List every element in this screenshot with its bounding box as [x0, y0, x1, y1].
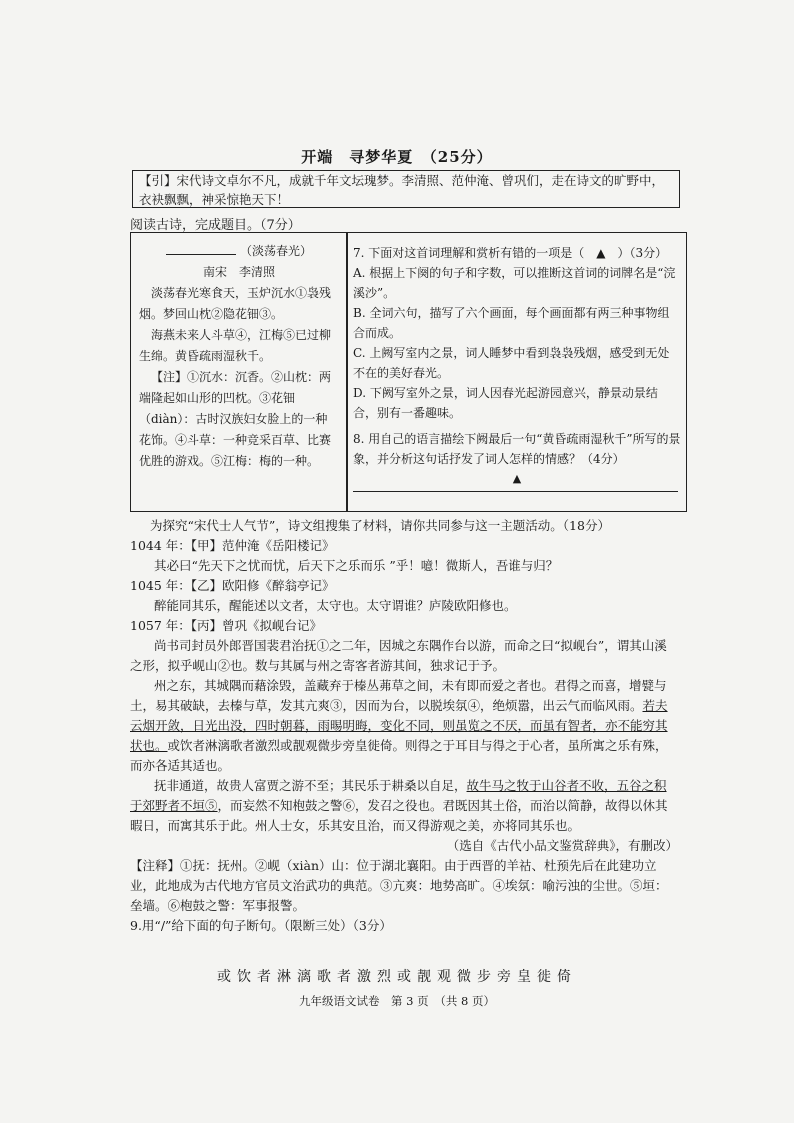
- q7-option: C. 上阙写室内之景，词人睡梦中看到袅袅残烟，感受到无处不在的美好春光。: [353, 346, 670, 380]
- material-a-text: 其必曰“先天下之忧而忧，后天下之乐而乐 ”乎！噫！微斯人，吾谁与归？: [154, 558, 559, 573]
- material-c-p3: 抚非通道，故贵人富贾之游不至；其民乐于耕桑以自足，故牛马之牧于山谷者不收，五谷之积于郊野者不垣⑤，而妄然不知枹鼓之警⑥，发召之役也。君既因其土俗，而治以简静，故得以休其暇日，而寓其乐于此。州人士女，乐其安且治，而又得游观之美，亦将同其乐也。: [130, 778, 668, 833]
- underlined-sentence: 故牛马之牧于山谷者不收，五谷之积于郊野者不垣⑤: [130, 778, 667, 813]
- q7-option: D. 下阙写室外之景，词人因春光起游园意兴，静景动景结合，别有一番趣味。: [353, 386, 658, 420]
- intro-box: 【引】宋代诗文卓尔不凡，成就千年文坛瑰梦。李清照、范仲淹、曾巩们，走在诗文的旷野中，衣袂飘飘，神采惊艳天下！: [132, 170, 680, 208]
- material-c-p1: 尚书司封员外郎晋国裴君治抚①之二年，因城之东隅作台以游，而命之曰“拟岘台”，谓其山溪之形，拟乎岘山②也。数与其属与州之寄客者游其间，独求记于予。: [130, 638, 667, 673]
- question-panel: [353, 243, 681, 492]
- material-a-head: 1044 年：【甲】范仲淹《岳阳楼记》: [130, 538, 335, 553]
- activity-intro: 为探究“宋代士人气节”，诗文组搜集了材料，请你共同参与这一主题活动。（18分）: [150, 518, 610, 533]
- section-title: 开端 寻梦华夏 （25分）: [301, 148, 493, 166]
- poem-question-box: [130, 232, 687, 512]
- poem-notes: 【注】①沉水：沉香。②山枕：两端隆起如山形的凹枕。③花钿（diàn）：古时汉族妇女脸上的一种花饰。④斗草：一种竞采百草、比赛优胜的游戏。⑤江梅：梅的一种。: [139, 370, 332, 468]
- material-b-text: 醉能同其乐，醒能述以文者，太守也。太守谓谁？庐陵欧阳修也。: [154, 598, 517, 613]
- answer-line[interactable]: [353, 491, 678, 492]
- source-citation: （选自《古代小品文鉴赏辞典》，有删改）: [446, 838, 678, 853]
- poem-line: 海燕未来人斗草④，江梅⑤已过柳生绵。黄昏疏雨湿秋千。: [139, 328, 332, 363]
- poem-panel: [139, 241, 339, 472]
- material-c-p2: 州之东，其城隅而藉涂毁，盖藏弃于榛丛茀草之间，未有即而爱之者也。君得之而喜，增甓与土，易其破缺，去榛与草，发其亢爽③，因而为台，以脱埃氛④，绝烦嚣，出云气而临风雨。若夫云烟开敛，日光出没，四时朝暮，雨晹明晦，变化不同，则虽览之不厌，而虽有智者，亦不能穷其状也。或饮者淋漓歌者激烈或靓观微步旁皇徙倚。则得之于耳目与得之于心者，虽所寓之乐有殊，而亦各适其适也。: [130, 678, 668, 773]
- q9-stem: 9.用“/”给下面的句子断句。（限断三处）（3分）: [130, 918, 392, 933]
- q9-sentence[interactable]: 或饮者淋漓歌者激烈或靓观微步旁皇徙倚: [217, 969, 577, 985]
- materials: [130, 516, 678, 936]
- q7-option: B. 全词六句，描写了六个画面，每个画面都有两三种事物组合而成。: [353, 306, 670, 340]
- poem-line: 淡荡春光寒食天，玉炉沉水①袅残烟。梦回山枕②隐花钿③。: [139, 286, 332, 321]
- material-b-head: 1045 年：【乙】欧阳修《醉翁亭记》: [130, 578, 335, 593]
- material-c-head: 1057 年：【丙】曾巩《拟岘台记》: [130, 618, 323, 633]
- box-divider: [346, 233, 348, 511]
- poem-author: 南宋 李清照: [202, 265, 275, 279]
- read-instruction: 阅读古诗，完成题目。（7分）: [130, 218, 301, 233]
- poem-title: （淡荡春光）: [139, 241, 339, 262]
- annotations: 【注释】①抚：抚州。②岘（xiàn）山：位于湖北襄阳。由于西晋的羊祜、杜预先后在此建功立业，此地成为古代地方官员文治武功的典范。③亢爽：地势高旷。④埃氛：喻污浊的尘世。⑤垣：垒墙。⑥枹鼓之警：军事报警。: [130, 858, 668, 913]
- underlined-sentence: 若夫云烟开敛，日光出没，四时朝暮，雨晹明晦，变化不同，则虽览之不厌，而虽有智者，亦不能穷其状也。: [130, 698, 668, 753]
- title-blank: [166, 254, 236, 255]
- q7-stem: 7. 下面对这首词理解和赏析有错的一项是（ ▲ ）（3分）: [353, 246, 668, 260]
- q7-option: A. 根据上下阕的句子和字数，可以推断这首词的词牌名是“浣溪沙”。: [353, 266, 676, 300]
- q8-marker: ▲: [512, 472, 522, 485]
- q8-stem: 8. 用自己的语言描绘下阙最后一句“黄昏疏雨湿秋千”所写的景象，并分析这句话抒发了词人怎样的情感？（4分）: [353, 432, 681, 466]
- page-footer: 九年级语文试卷 第 3 页 （共 8 页）: [298, 994, 495, 1008]
